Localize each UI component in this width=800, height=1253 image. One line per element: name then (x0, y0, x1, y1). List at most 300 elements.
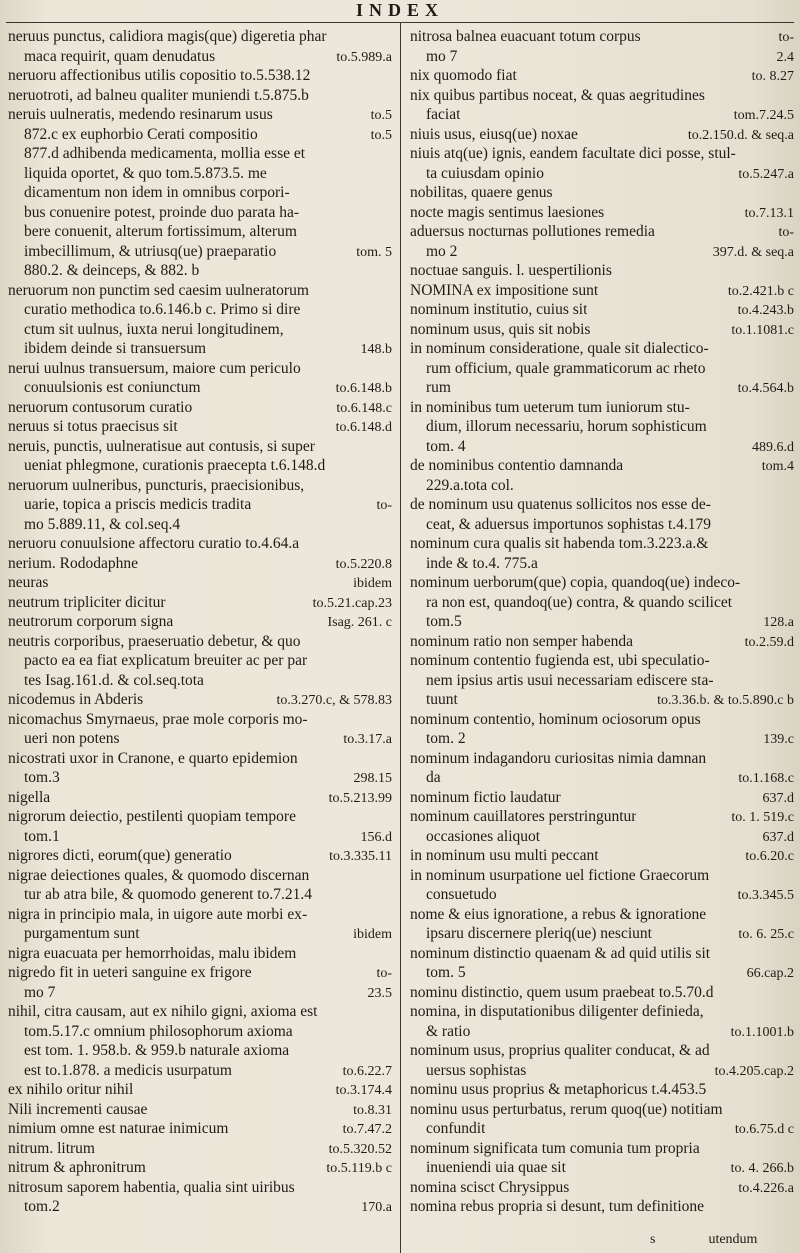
index-entry-ref: to.4.226.a (738, 1180, 794, 1196)
index-line (410, 768, 794, 788)
index-entry-text: nominum uerborum(que) copia, quandoq(ue) indeco- (410, 574, 741, 591)
index-line (8, 963, 392, 983)
index-entry-text: nihil, citra causam, aut ex nihilo gigni, axioma est (8, 1003, 318, 1020)
index-entry-text: tom.3 (24, 769, 60, 786)
index-entry-text: est to.1.878. a medicis usurpatum (24, 1061, 232, 1079)
index-entry-text: inde & to.4. 775.a (426, 554, 538, 572)
index-entry-text: nominu usus perturbatus, rerum quoq(ue) notitiam (410, 1100, 723, 1118)
index-line (8, 183, 392, 203)
index-entry-ref: Isag. 261. c (327, 615, 392, 630)
index-entry-text: neutrorum corporum signa (8, 613, 174, 630)
index-entry-text: ipsaru discernere pleriq(ue) nesciunt (426, 925, 652, 942)
index-line (410, 749, 794, 769)
index-entry-text: & ratio (426, 1022, 471, 1040)
index-entry-text: 872.c ex euphorbio Cerati compositio (24, 125, 258, 143)
index-line (410, 573, 794, 593)
index-entry-text: nem ipsius artis usui necessariam ediscere sta- (426, 671, 714, 689)
index-entry-text: mo 2 (426, 242, 458, 260)
index-entry-text: nerui uulnus transuersum, maiore cum periculo (8, 359, 301, 377)
index-entry-text: neutrum tripliciter dicitur (8, 593, 166, 611)
index-line (8, 222, 392, 242)
index-entry-text: nigrae deiectiones quales, & quomodo discernan (8, 866, 310, 884)
index-line (8, 924, 392, 944)
index-line (8, 515, 392, 535)
index-line (410, 983, 794, 1003)
index-entry-text: Nili incrementi causae (8, 1100, 148, 1118)
index-entry-text: uarie, topica a priscis medicis tradita (24, 496, 252, 513)
index-line (410, 222, 794, 242)
index-entry-ref: to.5.21.cap.23 (312, 595, 392, 611)
index-entry-text: de nominum usu quatenus sollicitos nos esse de- (410, 496, 711, 513)
index-line (410, 710, 794, 730)
index-entry-ref: to.3.174.4 (335, 1083, 392, 1098)
index-line (8, 125, 392, 145)
index-line (410, 86, 794, 106)
index-entry-ref: 139.c (763, 732, 794, 747)
index-entry-text: pacto ea ea fiat explicatum breuiter ac per par (24, 652, 308, 669)
index-entry-text: neruis uulneratis, medendo resinarum usus (8, 106, 273, 123)
index-entry-text: confundit (426, 1120, 486, 1137)
index-line (410, 593, 794, 613)
index-entry-ref: to- (778, 30, 794, 45)
index-entry-ref: to. 8.27 (751, 69, 794, 84)
index-line (410, 924, 794, 944)
index-entry-text: nicodemus in Abderis (8, 691, 144, 708)
index-entry-text: nix quomodo fiat (410, 67, 517, 84)
index-entry-text: nominum cauillatores perstringuntur (410, 808, 637, 825)
index-entry-text: in nominum usurpatione uel fictione Graecorum (410, 866, 710, 884)
index-line (410, 144, 794, 164)
index-entry-text: nomina, in disputationibus diligenter definieda, (410, 1003, 704, 1020)
index-entry-text: neuras (8, 574, 49, 591)
index-entry-text: neruorum non punctim sed caesim uulneratorum (8, 281, 309, 299)
index-entry-text: bus conuenire potest, proinde duo parata ha- (24, 203, 300, 221)
index-entry-text: neruorum contusorum curatio (8, 398, 193, 416)
index-line (8, 1158, 392, 1178)
index-entry-text: nigrores dicti, eorum(que) generatio (8, 847, 232, 864)
index-entry-text: nominum fictio laudatur (410, 788, 561, 806)
index-line (410, 320, 794, 340)
index-entry-ref: to.1.1081.c (731, 322, 794, 338)
index-entry-text: ueri non potens (24, 730, 120, 747)
index-line (8, 866, 392, 886)
index-entry-ref: 489.6.d (752, 439, 794, 455)
index-entry-ref: to.6.75.d c (734, 1122, 794, 1137)
index-entry-ref: 23.5 (367, 985, 392, 1001)
index-entry-ref: to- (778, 225, 794, 240)
index-line (8, 554, 392, 574)
index-line (8, 788, 392, 808)
index-entry-text: dium, illorum necessariu, horum sophisticum (426, 418, 707, 435)
index-entry-text: ex nihilo oritur nihil (8, 1081, 134, 1098)
index-line (410, 807, 794, 827)
index-line (8, 534, 392, 554)
index-line (8, 807, 392, 827)
index-entry-ref: to.2.59.d (744, 634, 794, 650)
index-entry-text: mo 7 (426, 47, 458, 65)
index-entry-text: de nominibus contentio damnanda (410, 457, 624, 474)
index-entry-ref: 397.d. & seq.a (712, 244, 794, 260)
index-line (8, 729, 392, 749)
index-line (8, 105, 392, 125)
index-line (410, 1002, 794, 1022)
index-entry-text: tur ab atra bile, & quomodo generent to.7.21.4 (24, 886, 312, 903)
index-line (410, 1119, 794, 1139)
index-entry-text: nominum cura qualis sit habenda tom.3.223.a.& (410, 535, 709, 552)
index-line (8, 242, 392, 262)
index-line (8, 495, 392, 515)
index-entry-text: ueniat phlegmone, curationis praecepta t.6.148.d (24, 457, 326, 474)
index-entry-text: da (426, 769, 441, 786)
index-entry-ref: 637.d (762, 829, 794, 845)
index-entry-ref: 2.4 (776, 49, 794, 65)
index-line (410, 671, 794, 691)
index-entry-ref: ibidem (353, 927, 392, 942)
index-entry-text: nicomachus Smyrnaeus, prae mole corporis mo- (8, 710, 308, 728)
index-entry-text: nitrum. litrum (8, 1139, 95, 1157)
index-entry-text: nitrosa balnea euacuant totum corpus (410, 28, 641, 45)
index-entry-ref: to.5.320.52 (328, 1141, 392, 1157)
index-entry-ref: to.6.22.7 (342, 1063, 392, 1079)
index-entry-text: neruoru conuulsione affectoru curatio to.4.64.a (8, 535, 300, 552)
index-line (410, 1178, 794, 1198)
index-entry-ref: to.1.1001.b (730, 1024, 794, 1040)
index-line (8, 476, 392, 496)
index-line (410, 359, 794, 379)
index-line (410, 905, 794, 925)
index-line (8, 1178, 392, 1198)
index-entry-ref: to.2.150.d. & seq.a (687, 127, 794, 143)
index-entry-ref: to- (376, 498, 392, 513)
index-entry-text: nominum indagandoru curiositas nimia damnan (410, 749, 707, 767)
index-entry-text: nominum contentio fugienda est, ubi speculatio- (410, 652, 710, 669)
index-entry-text: nocte magis sentimus laesiones (410, 203, 605, 221)
index-line (410, 417, 794, 437)
index-line (410, 437, 794, 457)
index-entry-text: tom. 2 (426, 730, 466, 747)
index-entry-text: ta cuiusdam opinio (426, 164, 544, 182)
page-header: INDEX (355, 0, 444, 20)
index-entry-ref: 66.cap.2 (746, 966, 794, 981)
index-line (410, 632, 794, 652)
index-entry-ref: 128.a (763, 615, 794, 630)
index-line (8, 417, 392, 437)
index-line (410, 476, 794, 496)
index-entry-text: nominum significata tum comunia tum propria (410, 1139, 700, 1157)
index-entry-text: rum officium, quale grammaticorum ac rheto (426, 359, 706, 377)
index-line (8, 1119, 392, 1139)
index-line (410, 164, 794, 184)
signature-mark (650, 1232, 757, 1248)
index-entry-text: liquida oportet, & quo tom.5.873.5. me (24, 164, 267, 182)
index-line (8, 320, 392, 340)
index-line (410, 515, 794, 535)
index-line (410, 866, 794, 886)
index-entry-text: tom.2 (24, 1198, 60, 1215)
index-entry-text: nigra in principio mala, in uigore aute morbi ex- (8, 905, 308, 923)
index-line (410, 729, 794, 749)
index-entry-text: neruorum uulneribus, puncturis, praecisionibus, (8, 476, 305, 494)
index-entry-ref: to. 6. 25.c (738, 927, 794, 942)
index-entry-text: NOMINA ex impositione sunt (410, 281, 599, 299)
index-line (8, 437, 392, 457)
right-column (410, 27, 794, 1247)
index-line (8, 612, 392, 632)
index-entry-text: consuetudo (426, 886, 497, 903)
index-entry-text: neruus punctus, calidiora magis(que) digeretia phar (8, 28, 327, 45)
index-line (410, 651, 794, 671)
index-entry-text: tom.5 (426, 613, 462, 630)
index-line (410, 534, 794, 554)
index-entry-text: neruotroti, ad balneu qualiter muniendi t.5.875.b (8, 86, 309, 104)
index-line (410, 300, 794, 320)
index-entry-text: maca requirit, quam denudatus (24, 47, 216, 65)
index-entry-text: occasiones aliquot (426, 827, 541, 845)
index-entry-ref: to.3.335.11 (329, 849, 392, 864)
index-entry-text: ceat, & aduersus importunos sophistas t.4.179 (426, 515, 711, 533)
index-line (8, 749, 392, 769)
index-entry-text: nomina rebus propria si desunt, tum definitione (410, 1198, 705, 1215)
index-line (410, 203, 794, 223)
index-entry-ref: ibidem (353, 576, 392, 591)
index-entry-text: nominum contentio, hominum ociosorum opus (410, 710, 701, 728)
index-entry-ref: to.5 (370, 108, 392, 123)
index-entry-ref: to.2.421.b c (727, 283, 794, 299)
index-line (410, 495, 794, 515)
index-entry-ref: to.5.213.99 (328, 790, 392, 806)
index-line (8, 1002, 392, 1022)
index-entry-ref: to.7.47.2 (342, 1122, 392, 1137)
index-entry-text: conuulsionis est coniunctum (24, 379, 201, 396)
index-line (8, 885, 392, 905)
index-entry-text: nominu distinctio, quem usum praebeat to.5.70.d (410, 983, 714, 1001)
index-entry-ref: to.6.20.c (745, 849, 794, 864)
index-line (410, 105, 794, 125)
index-line (8, 66, 392, 86)
index-entry-text: neruoru affectionibus utilis copositio to.5.538.12 (8, 67, 311, 84)
index-line (8, 1061, 392, 1081)
index-entry-ref: to.4.205.cap.2 (714, 1063, 794, 1079)
index-line (410, 1100, 794, 1120)
index-entry-text: 880.2. & deinceps, & 882. b (24, 262, 200, 279)
index-line (8, 378, 392, 398)
index-entry-text: nigredo fit in ueteri sanguine ex frigore (8, 964, 252, 981)
index-line (410, 944, 794, 964)
index-entry-text: rum (426, 379, 451, 396)
index-entry-text: nominum distinctio quaenam & ad quid utilis sit (410, 944, 711, 962)
index-entry-text: tom. 4 (426, 437, 466, 455)
index-entry-ref: to.3.345.5 (737, 888, 794, 903)
index-line (410, 398, 794, 418)
index-entry-text: in nominum usu multi peccant (410, 847, 599, 864)
index-line (410, 281, 794, 301)
index-line (8, 398, 392, 418)
left-column (8, 27, 392, 1247)
index-entry-text: 229.a.tota col. (426, 476, 514, 494)
index-line (8, 1022, 392, 1042)
index-line (8, 710, 392, 730)
index-entry-ref: to.7.13.1 (744, 205, 794, 221)
index-entry-text: inueniendi uia quae sit (426, 1159, 566, 1176)
index-line (8, 1041, 392, 1061)
index-entry-ref: to.3.36.b. & to.5.890.c b (657, 693, 794, 708)
index-entry-ref: tom.7.24.5 (733, 108, 794, 123)
index-entry-text: niuis atq(ue) ignis, eandem facultate dici posse, stul- (410, 145, 736, 162)
index-entry-text: tuunt (426, 691, 458, 708)
index-entry-text: nominum institutio, cuius sit (410, 301, 588, 318)
index-line (410, 846, 794, 866)
index-line (8, 632, 392, 652)
index-entry-text: tes Isag.161.d. & col.seq.tota (24, 671, 204, 689)
index-line (8, 573, 392, 593)
index-line (8, 983, 392, 1003)
index-line (410, 47, 794, 67)
index-line (410, 125, 794, 145)
index-line (8, 1100, 392, 1120)
index-line (8, 1080, 392, 1100)
index-line (8, 768, 392, 788)
index-entry-ref: to.5.119.b c (326, 1161, 392, 1176)
index-entry-ref: tom.4 (761, 459, 794, 474)
index-entry-text: neutris corporibus, praeseruatio debetur, & quo (8, 632, 301, 650)
index-entry-text: nitrosum saporem habentia, qualia sint uiribus (8, 1178, 295, 1196)
index-line (8, 203, 392, 223)
index-entry-ref: to. 4. 266.b (730, 1161, 794, 1176)
index-entry-ref: 170.a (361, 1200, 392, 1215)
index-line (410, 1061, 794, 1081)
index-entry-text: in nominum consideratione, quale sit dialectico- (410, 340, 709, 357)
index-line (8, 944, 392, 964)
index-entry-text: faciat (426, 106, 461, 123)
index-entry-text: neruus si totus praecisus sit (8, 418, 178, 435)
index-line (410, 378, 794, 398)
index-line (8, 827, 392, 847)
column-divider (400, 22, 401, 1253)
index-line (410, 1022, 794, 1042)
catchword: utendum (708, 1232, 758, 1247)
index-entry-ref: to.6.148.c (336, 400, 392, 416)
index-entry-text: neruis, punctis, uulneratisue aut contusis, si super (8, 437, 315, 455)
index-entry-ref: to.4.564.b (737, 381, 794, 396)
index-entry-text: 877.d adhibenda medicamenta, mollia esse et (24, 145, 306, 162)
index-entry-text: bere conuenit, alterum fortissimum, alterum (24, 223, 297, 240)
index-line (8, 86, 392, 106)
index-entry-text: aduersus nocturnas pollutiones remedia (410, 223, 655, 240)
index-entry-ref: to.3.270.c, & 578.83 (276, 693, 392, 708)
index-line (8, 593, 392, 613)
index-line (8, 164, 392, 184)
index-entry-ref: to.5.247.a (738, 166, 794, 182)
index-entry-ref: 156.d (360, 829, 392, 845)
index-line (410, 1158, 794, 1178)
index-line (410, 1139, 794, 1159)
index-line (410, 554, 794, 574)
index-line (410, 612, 794, 632)
index-entry-ref: to.4.243.b (737, 303, 794, 318)
index-entry-text: nobilitas, quaere genus (410, 184, 553, 201)
index-line (410, 456, 794, 476)
index-line (410, 1197, 794, 1217)
index-entry-ref: to- (376, 966, 392, 981)
index-entry-ref: to.1.168.c (738, 771, 794, 786)
index-entry-text: nimium omne est naturae inimicum (8, 1120, 229, 1137)
index-entry-text: nicostrati uxor in Cranone, e quarto epidemion (8, 749, 298, 767)
index-line (410, 339, 794, 359)
index-entry-ref: to. 1. 519.c (731, 810, 794, 825)
index-entry-text: uersus sophistas (426, 1061, 527, 1079)
index-line (8, 671, 392, 691)
index-line (8, 47, 392, 67)
index-entry-text: ctum sit uulnus, iuxta nerui longitudinem, (24, 320, 284, 338)
index-line (410, 261, 794, 281)
index-line (410, 963, 794, 983)
index-line (410, 827, 794, 847)
index-line (8, 27, 392, 47)
index-line (8, 359, 392, 379)
index-entry-text: nigrorum deiectio, pestilenti quopiam tempore (8, 808, 296, 825)
index-entry-ref: 637.d (762, 790, 794, 806)
index-entry-text: ra non est, quandoq(ue) contra, & quando scilicet (426, 593, 733, 611)
index-entry-text: est tom. 1. 958.b. & 959.b naturale axioma (24, 1042, 290, 1059)
index-entry-ref: to.3.17.a (343, 732, 392, 747)
index-entry-ref: 148.b (360, 342, 392, 357)
index-entry-text: nome & eius ignoratione, a rebus & ignoratione (410, 905, 707, 923)
index-line (410, 1041, 794, 1061)
index-line (410, 788, 794, 808)
index-entry-text: nominu usus proprius & metaphoricus t.4.453.5 (410, 1081, 707, 1098)
index-line (8, 905, 392, 925)
index-entry-text: imbecillimum, & utriusq(ue) praeparatio (24, 242, 277, 260)
index-entry-text: purgamentum sunt (24, 925, 140, 942)
index-line (8, 690, 392, 710)
index-line (410, 1080, 794, 1100)
index-entry-text: curatio methodica to.6.146.b c. Primo si dire (24, 301, 301, 318)
index-line (410, 27, 794, 47)
index-entry-text: tom.1 (24, 827, 60, 845)
index-entry-ref: to.5.989.a (336, 49, 392, 65)
index-line (8, 281, 392, 301)
index-entry-ref: 298.15 (353, 771, 392, 786)
index-entry-text: nominum usus, proprius qualiter conducat, & ad (410, 1042, 710, 1059)
index-line (410, 66, 794, 86)
index-line (8, 144, 392, 164)
index-entry-ref: tom. 5 (356, 244, 392, 260)
index-line (8, 651, 392, 671)
index-line (8, 339, 392, 359)
index-entry-text: ibidem deinde si transuersum (24, 340, 207, 357)
index-line (8, 261, 392, 281)
index-entry-text: nix quibus partibus noceat, & quas aegritudines (410, 86, 705, 104)
index-entry-ref: to.5 (370, 127, 392, 143)
index-entry-text: nominum usus, quis sit nobis (410, 320, 591, 338)
index-line (8, 846, 392, 866)
index-entry-text: nomina scisct Chrysippus (410, 1178, 570, 1196)
index-entry-text: nominum ratio non semper habenda (410, 632, 633, 650)
index-line (8, 456, 392, 476)
index-entry-text: mo 5.889.11, & col.seq.4 (24, 515, 181, 533)
index-entry-text: tom.5.17.c omnium philosophorum axioma (24, 1022, 293, 1040)
index-entry-ref: to.8.31 (353, 1102, 392, 1118)
index-entry-text: nigra euacuata per hemorrhoidas, malu ibidem (8, 944, 297, 962)
index-entry-text: niuis usus, eiusq(ue) noxae (410, 125, 578, 143)
index-line (410, 690, 794, 710)
index-entry-text: noctuae sanguis. l. uespertilionis (410, 262, 612, 279)
index-line (8, 300, 392, 320)
index-entry-ref: to.6.148.d (335, 420, 392, 435)
index-entry-text: nitrum & aphronitrum (8, 1159, 146, 1176)
index-line (8, 1139, 392, 1159)
index-entry-ref: to.5.220.8 (335, 556, 392, 572)
